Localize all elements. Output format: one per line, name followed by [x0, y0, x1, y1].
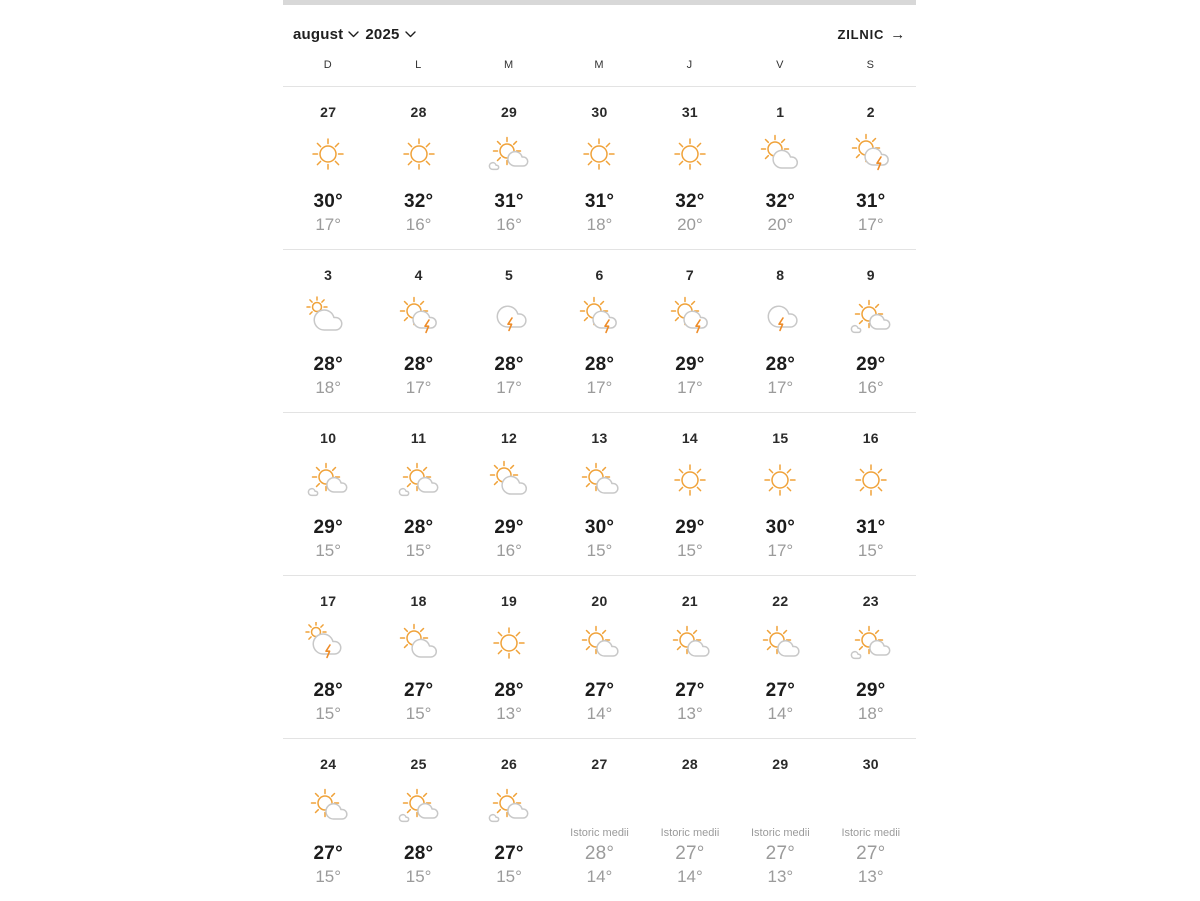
daily-view-link[interactable]: [838, 26, 907, 43]
day-cell[interactable]: [464, 250, 554, 412]
chevron-down-icon: [348, 31, 359, 38]
sun-icon: [481, 622, 537, 666]
icon-slot: [659, 129, 721, 181]
weekday-header: M: [503, 58, 515, 71]
low-temp: 15°: [677, 541, 703, 560]
icon-slot: [749, 618, 811, 670]
icon-slot: [478, 129, 540, 181]
day-cell[interactable]: [645, 576, 735, 738]
day-cell[interactable]: [464, 576, 554, 738]
icon-slot: [568, 455, 630, 507]
low-temp: 16°: [496, 215, 522, 234]
sun-two-clouds-icon: [481, 785, 537, 829]
sun-cloud-bolt-icon: [391, 296, 447, 340]
day-date: 26: [500, 756, 518, 772]
icon-slot: [388, 292, 450, 344]
high-temp: 32°: [765, 191, 796, 212]
high-temp: 27°: [313, 843, 343, 864]
sun-small-cloud-icon: [300, 785, 356, 829]
day-cell[interactable]: [554, 739, 644, 901]
weekday-header: L: [415, 58, 423, 71]
icon-slot: [297, 781, 359, 833]
day-cell[interactable]: [373, 739, 463, 901]
month-dropdown[interactable]: [293, 26, 359, 43]
high-temp: 28°: [494, 354, 524, 375]
icon-slot: [659, 292, 721, 344]
low-temp: 16°: [496, 541, 522, 560]
icon-slot: [840, 129, 902, 181]
day-date: 5: [505, 267, 514, 283]
sun-big-cloud-icon: [481, 459, 537, 503]
low-temp: 13°: [677, 704, 703, 723]
weekday-header: J: [686, 58, 694, 71]
icon-slot: [568, 292, 630, 344]
week-row: [283, 249, 916, 412]
day-date: 29: [500, 104, 518, 120]
day-cell[interactable]: [373, 413, 463, 575]
day-cell[interactable]: [283, 250, 373, 412]
sun-cloud-bolt-icon: [662, 296, 718, 340]
high-temp: 27°: [675, 680, 705, 701]
low-temp: 14°: [677, 867, 703, 886]
low-temp: 17°: [586, 378, 613, 397]
day-date: 7: [685, 267, 694, 283]
icon-slot: [749, 781, 811, 839]
sun-two-clouds-icon: [843, 296, 899, 340]
low-temp: 15°: [315, 541, 342, 560]
year-dropdown[interactable]: [365, 26, 415, 43]
sun-big-cloud-icon: [391, 622, 447, 666]
cloud-bolt-icon: [752, 296, 808, 340]
calendar-header: [283, 5, 916, 43]
icon-slot: [478, 455, 540, 507]
weekday-header-row: [283, 43, 916, 86]
high-temp: 31°: [584, 191, 615, 212]
sun-icon: [300, 133, 356, 177]
day-date: 18: [410, 593, 427, 609]
high-temp: 28°: [313, 680, 343, 701]
sun-icon: [571, 133, 627, 177]
high-temp: 27°: [675, 843, 705, 864]
day-cell[interactable]: [735, 576, 825, 738]
high-temp: 31°: [856, 517, 886, 538]
icon-slot: [840, 292, 902, 344]
day-date: 31: [681, 104, 699, 120]
icon-slot: [840, 781, 902, 839]
daily-view-label: ZILNIC: [837, 27, 885, 42]
day-cell[interactable]: [645, 87, 735, 249]
day-date: 27: [591, 756, 608, 772]
day-date: 19: [500, 593, 518, 609]
week-row: [283, 575, 916, 738]
day-cell[interactable]: [464, 413, 554, 575]
low-temp: 18°: [586, 215, 613, 234]
sun-icon: [391, 133, 447, 177]
day-cell[interactable]: [735, 413, 825, 575]
day-date: 22: [772, 593, 789, 609]
day-date: 1: [776, 104, 785, 120]
high-temp: 32°: [675, 191, 705, 212]
high-temp: 28°: [584, 354, 615, 375]
chevron-down-icon: [405, 31, 416, 38]
sun-two-clouds-icon: [843, 622, 899, 666]
calendar-grid: [283, 86, 916, 901]
high-temp: 27°: [765, 680, 796, 701]
cloud-bolt-icon: [481, 296, 537, 340]
history-label: Istoric medii: [841, 827, 901, 839]
low-temp: 18°: [857, 704, 884, 723]
high-temp: 30°: [313, 191, 343, 212]
day-date: 28: [410, 104, 427, 120]
day-date: 16: [862, 430, 879, 446]
high-temp: 31°: [856, 191, 886, 212]
sun-small-cloud-icon: [571, 622, 627, 666]
sun-icon: [843, 459, 899, 503]
low-temp: 17°: [405, 378, 432, 397]
weekday-header: M: [594, 58, 605, 71]
low-temp: 20°: [677, 215, 703, 234]
weekday-header: D: [323, 58, 333, 71]
sun-icon: [752, 459, 808, 503]
low-temp: 14°: [586, 704, 613, 723]
low-temp: 20°: [767, 215, 794, 234]
icon-slot: [297, 292, 359, 344]
high-temp: 27°: [403, 680, 434, 701]
day-date: 9: [866, 267, 875, 283]
sun-two-clouds-icon: [391, 785, 447, 829]
day-date: 2: [866, 104, 875, 120]
high-temp: 32°: [403, 191, 434, 212]
sun-small-cloud-icon: [662, 622, 718, 666]
year-label: 2025: [365, 26, 400, 43]
icon-slot: [749, 455, 811, 507]
low-temp: 15°: [405, 867, 432, 886]
icon-slot: [568, 129, 630, 181]
day-date: 6: [595, 267, 604, 283]
sun-small-cloud-icon: [571, 459, 627, 503]
low-temp: 17°: [767, 378, 794, 397]
icon-slot: [840, 618, 902, 670]
low-temp: 15°: [315, 867, 342, 886]
arrow-right-icon: →: [890, 26, 906, 43]
day-date: 12: [500, 430, 518, 446]
high-temp: 28°: [494, 680, 524, 701]
week-row: [283, 86, 916, 249]
day-cell[interactable]: [826, 250, 916, 412]
weekday-header: S: [866, 58, 875, 71]
day-cell[interactable]: [826, 739, 916, 901]
high-temp: 29°: [675, 517, 705, 538]
day-cell[interactable]: [645, 739, 735, 901]
day-cell[interactable]: [283, 739, 373, 901]
day-date: 4: [414, 267, 423, 283]
day-date: 25: [410, 756, 427, 772]
low-temp: 15°: [586, 541, 613, 560]
day-date: 29: [772, 756, 789, 772]
day-date: 20: [591, 593, 608, 609]
day-date: 28: [681, 756, 699, 772]
icon-slot: [388, 129, 450, 181]
sun-big-cloud-icon: [752, 133, 808, 177]
day-date: 8: [776, 267, 785, 283]
day-date: 17: [320, 593, 337, 609]
icon-slot: [297, 455, 359, 507]
icon-slot: [659, 781, 721, 839]
high-temp: 28°: [765, 354, 796, 375]
week-row: [283, 412, 916, 575]
sun-two-clouds-icon: [481, 133, 537, 177]
monthly-forecast-panel: [283, 0, 916, 900]
low-temp: 16°: [857, 378, 884, 397]
low-temp: 18°: [315, 378, 342, 397]
icon-slot: [749, 292, 811, 344]
weekday-header: V: [776, 58, 785, 71]
day-cell[interactable]: [826, 413, 916, 575]
day-date: 15: [772, 430, 789, 446]
day-cell[interactable]: [554, 413, 644, 575]
day-cell[interactable]: [645, 413, 735, 575]
low-temp: 14°: [767, 704, 794, 723]
cloud-sun-bolt-icon: [300, 622, 356, 666]
day-cell[interactable]: [283, 87, 373, 249]
sun-two-clouds-icon: [300, 459, 356, 503]
day-cell[interactable]: [735, 739, 825, 901]
high-temp: 30°: [584, 517, 615, 538]
sun-cloud-bolt-icon: [571, 296, 627, 340]
high-temp: 29°: [313, 517, 343, 538]
day-cell[interactable]: [464, 739, 554, 901]
low-temp: 17°: [496, 378, 522, 397]
high-temp: 27°: [765, 843, 796, 864]
low-temp: 17°: [857, 215, 884, 234]
high-temp: 31°: [494, 191, 524, 212]
day-date: 30: [591, 104, 608, 120]
day-date: 30: [862, 756, 879, 772]
high-temp: 29°: [494, 517, 524, 538]
high-temp: 28°: [313, 354, 343, 375]
low-temp: 16°: [405, 215, 432, 234]
high-temp: 28°: [584, 843, 615, 864]
history-label: Istoric medii: [751, 827, 810, 839]
day-cell[interactable]: [464, 87, 554, 249]
icon-slot: [478, 292, 540, 344]
high-temp: 27°: [494, 843, 524, 864]
icon-slot: [388, 781, 450, 833]
cloud-sun-icon: [300, 296, 356, 340]
day-cell[interactable]: [645, 250, 735, 412]
low-temp: 17°: [677, 378, 703, 397]
icon-slot: [388, 618, 450, 670]
day-cell[interactable]: [554, 576, 644, 738]
day-date: 3: [324, 267, 333, 283]
low-temp: 15°: [857, 541, 884, 560]
low-temp: 15°: [315, 704, 342, 723]
icon-slot: [659, 455, 721, 507]
high-temp: 29°: [856, 680, 886, 701]
day-cell[interactable]: [735, 250, 825, 412]
icon-slot: [478, 618, 540, 670]
low-temp: 13°: [496, 704, 522, 723]
low-temp: 17°: [315, 215, 342, 234]
high-temp: 28°: [403, 354, 434, 375]
day-date: 11: [410, 430, 427, 446]
high-temp: 27°: [856, 843, 886, 864]
high-temp: 29°: [856, 354, 886, 375]
day-date: 10: [320, 430, 337, 446]
week-row: [283, 738, 916, 901]
low-temp: 17°: [767, 541, 794, 560]
sun-small-cloud-icon: [752, 622, 808, 666]
icon-slot: [568, 781, 630, 839]
day-date: 23: [862, 593, 879, 609]
day-cell[interactable]: [373, 576, 463, 738]
low-temp: 15°: [405, 704, 432, 723]
low-temp: 13°: [767, 867, 794, 886]
day-date: 13: [591, 430, 608, 446]
high-temp: 29°: [675, 354, 705, 375]
day-cell[interactable]: [554, 87, 644, 249]
day-cell[interactable]: [373, 87, 463, 249]
history-label: Istoric medii: [570, 827, 629, 839]
sun-icon: [662, 133, 718, 177]
day-cell[interactable]: [283, 576, 373, 738]
high-temp: 30°: [765, 517, 796, 538]
day-date: 24: [320, 756, 337, 772]
high-temp: 28°: [403, 843, 434, 864]
low-temp: 13°: [857, 867, 884, 886]
day-cell[interactable]: [554, 250, 644, 412]
day-cell[interactable]: [826, 576, 916, 738]
icon-slot: [749, 129, 811, 181]
day-cell[interactable]: [373, 250, 463, 412]
day-date: 14: [681, 430, 699, 446]
icon-slot: [478, 781, 540, 833]
high-temp: 27°: [584, 680, 615, 701]
month-year-selectors: [293, 26, 416, 43]
icon-slot: [568, 618, 630, 670]
history-label: Istoric medii: [660, 827, 720, 839]
month-label: august: [293, 26, 344, 43]
icon-slot: [297, 129, 359, 181]
icon-slot: [659, 618, 721, 670]
sun-icon: [662, 459, 718, 503]
low-temp: 15°: [405, 541, 432, 560]
day-cell[interactable]: [826, 87, 916, 249]
icon-slot: [840, 455, 902, 507]
day-date: 21: [681, 593, 699, 609]
day-cell[interactable]: [283, 413, 373, 575]
day-date: 27: [320, 104, 337, 120]
low-temp: 15°: [496, 867, 522, 886]
icon-slot: [388, 455, 450, 507]
sun-two-clouds-icon: [391, 459, 447, 503]
day-cell[interactable]: [735, 87, 825, 249]
sun-cloud-bolt-icon: [843, 133, 899, 177]
icon-slot: [297, 618, 359, 670]
high-temp: 28°: [403, 517, 434, 538]
low-temp: 14°: [586, 867, 613, 886]
